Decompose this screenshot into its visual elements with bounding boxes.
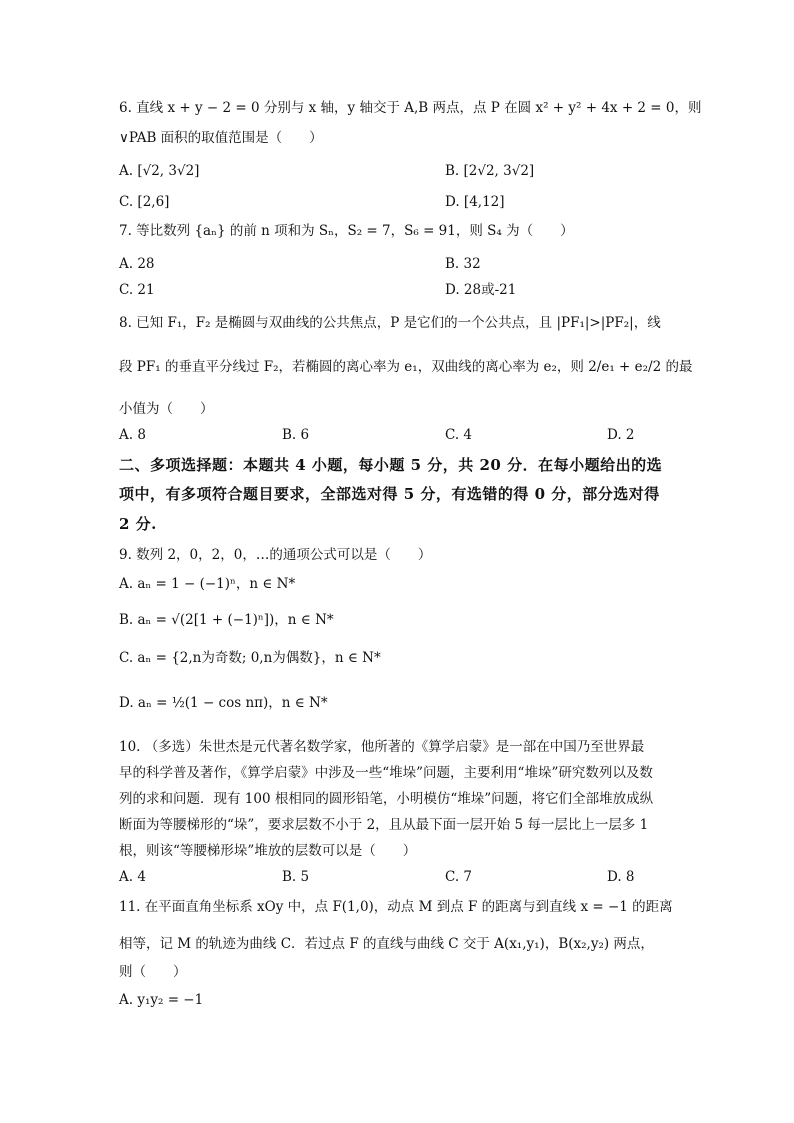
q10-line-5: 根，则该“等腰梯形垛”堆放的层数可以是（ ） xyxy=(119,843,417,859)
q9-option-d: D. aₙ = ½(1 − cos nπ)，n ∈ N* xyxy=(119,695,328,711)
q6-option-d: D. [4,12] xyxy=(445,194,505,210)
q8-stem-line-2: 段 PF₁ 的垂直平分线过 F₂，若椭圆的离心率为 e₁，双曲线的离心率为 e₂，则 2/e₁ + e₂/2 的最 xyxy=(119,359,693,375)
section-2-heading-line-3: 2 分. xyxy=(119,515,157,533)
q9-option-c: C. aₙ = {2,n为奇数; 0,n为偶数}，n ∈ N* xyxy=(119,650,381,666)
q8-stem-line-1: 8. 已知 F₁，F₂ 是椭圆与双曲线的公共焦点，P 是它们的一个公共点，且 |PF₁|>|PF₂|，线 xyxy=(119,315,661,331)
q10-line-3: 列的求和问题．现有 100 根相同的圆形铅笔，小明模仿“堆垛”问题，将它们全部堆放成纵 xyxy=(119,791,654,807)
q9-stem: 9. 数列 2，0，2，0，…的通项公式可以是（ ） xyxy=(119,547,432,563)
q9-option-a: A. aₙ = 1 − (−1)ⁿ，n ∈ N* xyxy=(119,576,296,592)
q10-option-c: C. 7 xyxy=(445,869,473,885)
q7-option-d: D. 28或-21 xyxy=(445,282,517,298)
section-2-heading-line-1: 二、多项选择题：本题共 4 小题，每小题 5 分，共 20 分．在每小题给出的选 xyxy=(119,456,663,474)
q11-line-1: 11. 在平面直角坐标系 xOy 中，点 F(1,0)，动点 M 到点 F 的距离与到直线 x = −1 的距离 xyxy=(119,899,673,915)
q11-line-3: 则（ ） xyxy=(119,964,187,980)
q8-stem-line-3: 小值为（ ） xyxy=(119,401,214,417)
q9-option-b: B. aₙ = √(2[1 + (−1)ⁿ])，n ∈ N* xyxy=(119,612,334,628)
q11-option-a: A. y₁y₂ = −1 xyxy=(119,992,204,1008)
q7-option-a: A. 28 xyxy=(119,256,155,272)
q6-option-a: A. [√2, 3√2] xyxy=(119,163,200,179)
q10-line-1: 10. （多选）朱世杰是元代著名数学家，他所著的《算学启蒙》是一部在中国乃至世界最 xyxy=(119,739,645,755)
q10-option-b: B. 5 xyxy=(282,869,310,885)
q6-stem-line-1: 6. 直线 x + y − 2 = 0 分别与 x 轴，y 轴交于 A,B 两点，点 P 在圆 x² + y² + 4x + 2 = 0，则 xyxy=(119,100,702,116)
q6-option-c: C. [2,6] xyxy=(119,194,170,210)
q10-option-d: D. 8 xyxy=(607,869,635,885)
q7-option-b: B. 32 xyxy=(445,256,481,272)
q6-option-b: B. [2√2, 3√2] xyxy=(445,163,535,179)
q8-option-b: B. 6 xyxy=(282,427,310,443)
q10-line-4: 断面为等腰梯形的“垛”，要求层数不小于 2，且从最下面一层开始 5 每一层比上一层多 1 xyxy=(119,817,649,833)
q10-line-2: 早的科学普及著作，《算学启蒙》中涉及一些“堆垛”问题，主要利用“堆垛”研究数列以及数 xyxy=(119,765,653,781)
q11-line-2: 相等，记 M 的轨迹为曲线 C．若过点 F 的直线与曲线 C 交于 A(x₁,y₁)，B(x₂,y₂) 两点， xyxy=(119,936,654,952)
q10-option-a: A. 4 xyxy=(119,869,146,885)
section-2-heading-line-2: 项中，有多项符合题目要求，全部选对得 5 分，有选错的得 0 分，部分选对得 xyxy=(119,485,660,503)
q8-option-c: C. 4 xyxy=(445,427,473,443)
q6-stem-line-2: ∨PAB 面积的取值范围是（ ） xyxy=(119,130,323,146)
q8-option-d: D. 2 xyxy=(607,427,635,443)
q7-option-c: C. 21 xyxy=(119,282,155,298)
q8-option-a: A. 8 xyxy=(119,427,146,443)
q7-stem: 7. 等比数列 {aₙ} 的前 n 项和为 Sₙ，S₂ = 7，S₆ = 91，则 S₄ 为（ ） xyxy=(119,223,574,239)
